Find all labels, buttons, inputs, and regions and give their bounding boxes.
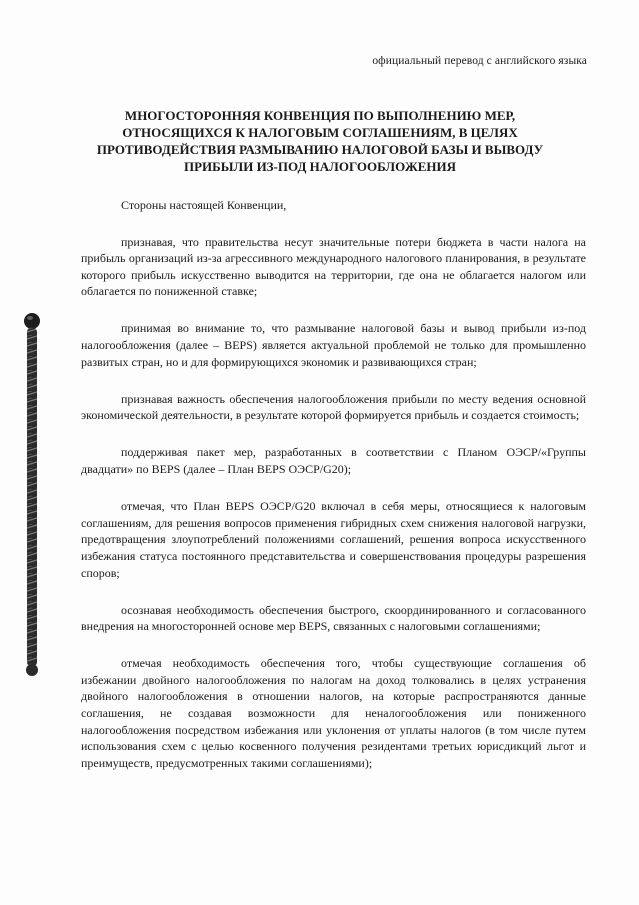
preamble-paragraph: отмечая, что План BEPS ОЭСР/G20 включал в себя меры, относящиеся к налоговым соглашениям, для решения вопросов применения гибридных схем снижения налоговой нагрузки, предотвращения злоупотреблений положениями соглашений, решения вопроса искусственного избежания статуса постоянного представительства и совершенствования процедуры разрешения споров; bbox=[81, 499, 586, 580]
preamble-paragraph: признавая важность обеспечения налогообложения прибыли по месту ведения основной экономической деятельности, в результате которой формируется прибыль и создается стоимость; bbox=[81, 391, 586, 423]
binding-cord-image bbox=[22, 313, 42, 678]
preamble-paragraph: признавая, что правительства несут значительные потери бюджета в части налога на прибыль организаций из-за агрессивного международного налогового планирования, в результате которого прибыль искусственно выводится на территории, где она не облагается налогом или облагается по пониженной ставке; bbox=[81, 234, 586, 299]
preamble-paragraph: принимая во внимание то, что размывание налоговой базы и вывод прибыли из-под налогообложения (далее – BEPS) является актуальной проблемой не только для промышленно развитых стран, но и для формирующихся экономик и развивающихся стран; bbox=[81, 321, 586, 369]
title-line: ПРОТИВОДЕЙСТВИЯ РАЗМЫВАНИЮ НАЛОГОВОЙ БАЗЫ И ВЫВОДУ bbox=[96, 142, 544, 157]
title-line: МНОГОСТОРОННЯЯ КОНВЕНЦИЯ ПО ВЫПОЛНЕНИЮ МЕР, bbox=[124, 108, 516, 123]
title-line: ПРИБЫЛИ ИЗ-ПОД НАЛОГООБЛОЖЕНИЯ bbox=[184, 159, 456, 174]
preamble-paragraph: осознавая необходимость обеспечения быстрого, скоординированного и согласованного внедрения на многосторонней основе мер BEPS, связанных с налоговыми соглашениями; bbox=[81, 602, 586, 634]
document-body bbox=[81, 197, 586, 792]
title-line: ОТНОСЯЩИХСЯ К НАЛОГОВЫМ СОГЛАШЕНИЯМ, В ЦЕЛЯХ bbox=[122, 125, 518, 140]
document-title bbox=[60, 107, 580, 175]
translation-note: официальный перевод с английского языка bbox=[372, 55, 587, 67]
intro-line: Стороны настоящей Конвенции, bbox=[121, 198, 287, 212]
preamble-paragraph: поддерживая пакет мер, разработанных в соответствии с Планом ОЭСР/«Группы двадцати» по BEPS (далее – План BEPS ОЭСР/G20); bbox=[81, 445, 586, 477]
preamble-paragraph: отмечая необходимость обеспечения того, чтобы существующие соглашения об избежании двойного налогообложения по налогам на доход толковались в целях устранения двойного налогообложения в отношении налогов, на которые распространяются данные соглашения, не создавая возможности для неналогообложения или пониженного налогообложения посредством избежания или уклонения от уплаты налогов (в том числе путем использования схем с целью косвенного получения резидентами третьих юрисдикций льгот и преимуществ, предусмотренных такими соглашениями); bbox=[81, 656, 586, 770]
